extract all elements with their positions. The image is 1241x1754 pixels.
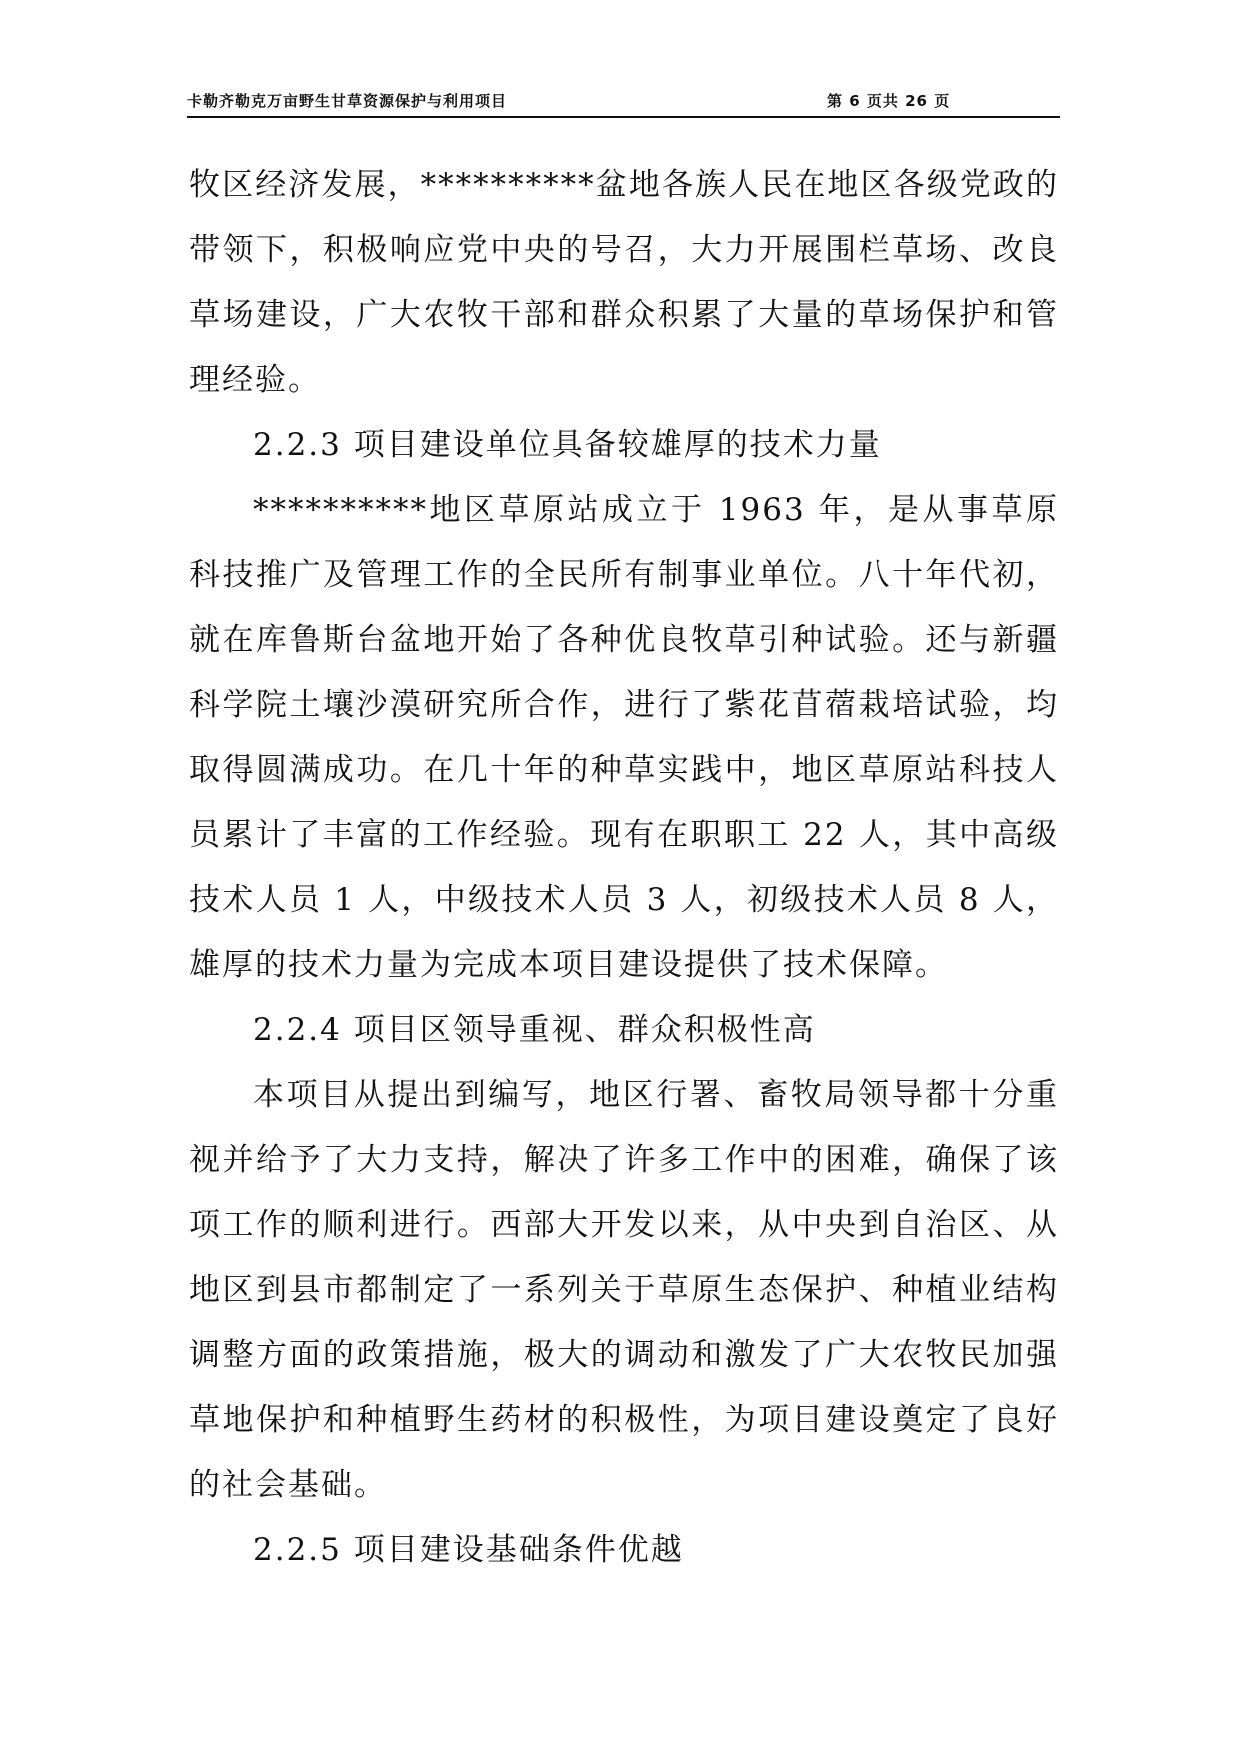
header-page-number: 第 6 页共 26 页 bbox=[827, 92, 951, 110]
section-heading-2-2-5: 2.2.5 项目建设基础条件优越 bbox=[253, 1532, 684, 1568]
page-header bbox=[187, 84, 1060, 118]
document-body bbox=[189, 153, 1059, 1583]
paragraph-continued: 牧区经济发展，**********盆地各族人民在地区各级党政的带领下，积极响应党中央的号召，大力开展围栏草场、改良草场建设，广大农牧干部和群众积累了大量的草场保护和管理经验。 bbox=[189, 167, 1059, 398]
section-heading-2-2-3: 2.2.3 项目建设单位具备较雄厚的技术力量 bbox=[253, 427, 882, 463]
paragraph-technical-strength: **********地区草原站成立于 1963 年，是从事草原科技推广及管理工作的全民所有制事业单位。八十年代初，就在库鲁斯台盆地开始了各种优良牧草引种试验。还与新疆科学院土壤沙漠研究所合作，进行了紫花苜蓿栽培试验，均取得圆满成功。在几十年的种草实践中，地区草原站科技人员累计了丰富的工作经验。现有在职职工 22 人，其中高级技术人员 1 人，中级技术人员 3 人，初级技术人员 8 人，雄厚的技术力量为完成本项目建设提供了技术保障。 bbox=[189, 492, 1059, 983]
paragraph-leadership-support: 本项目从提出到编写，地区行署、畜牧局领导都十分重视并给予了大力支持，解决了许多工作中的困难，确保了该项工作的顺利进行。西部大开发以来，从中央到自治区、从地区到县市都制定了一系列关于草原生态保护、种植业结构调整方面的政策措施，极大的调动和激发了广大农牧民加强草地保护和种植野生药材的积极性，为项目建设奠定了良好的社会基础。 bbox=[189, 1077, 1059, 1503]
section-heading-2-2-4: 2.2.4 项目区领导重视、群众积极性高 bbox=[253, 1012, 816, 1048]
header-title: 卡勒齐勒克万亩野生甘草资源保护与利用项目 bbox=[187, 92, 508, 110]
